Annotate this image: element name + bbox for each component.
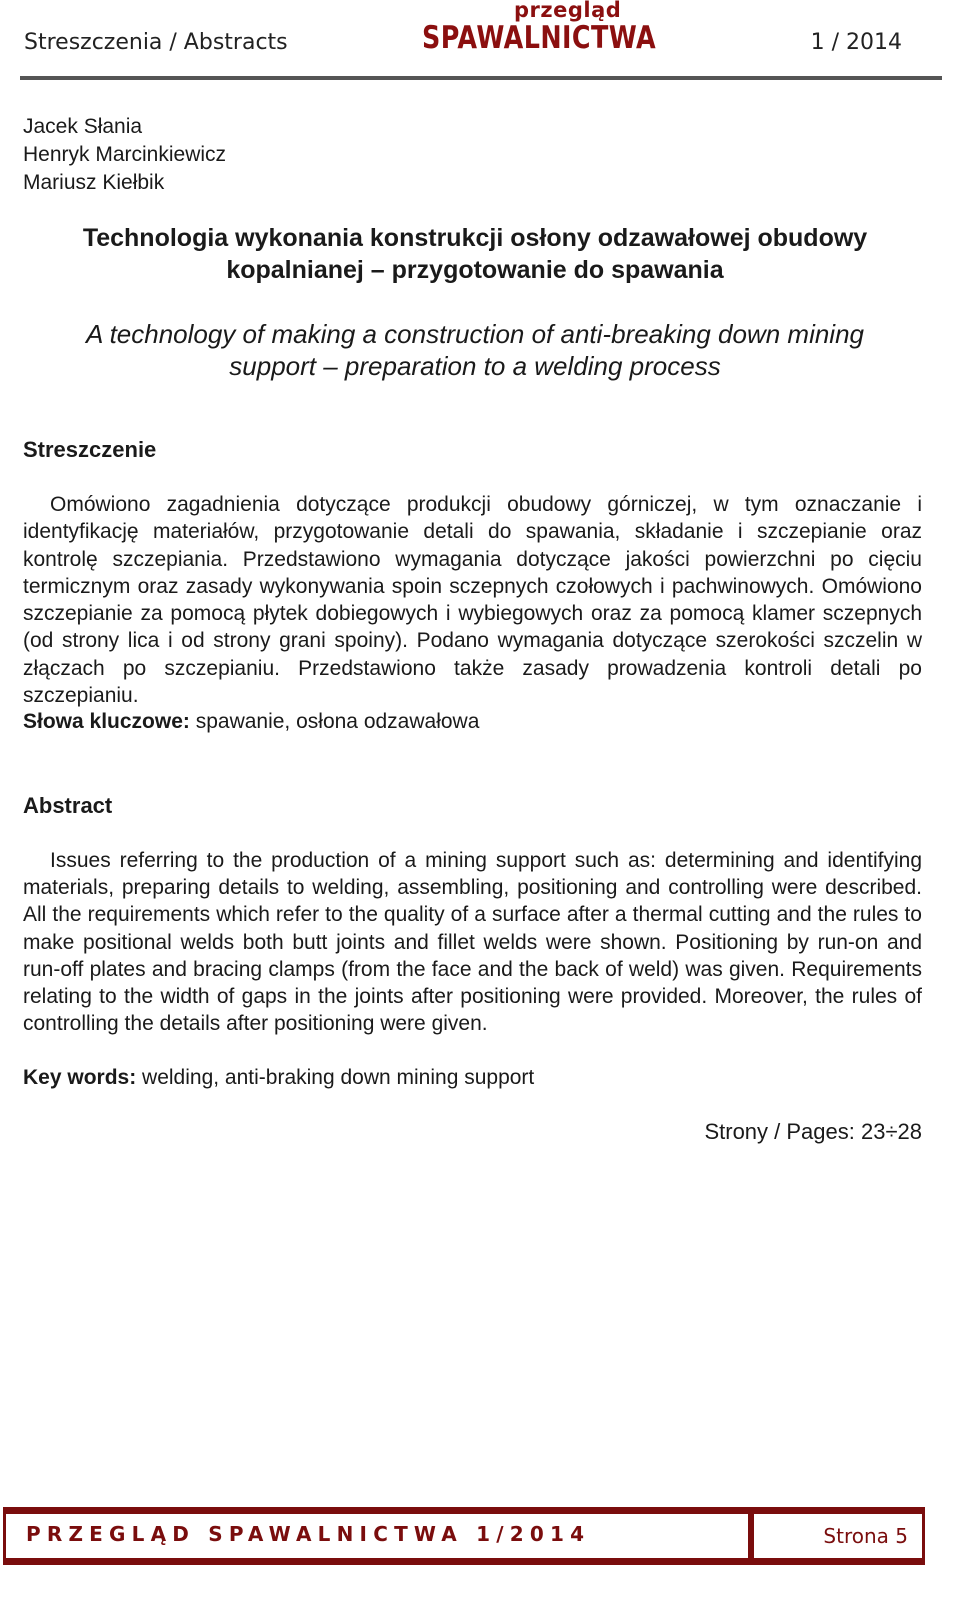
author: Henryk Marcinkiewicz <box>23 143 227 166</box>
title-polish: Technologia wykonania konstrukcji osłony odzawałowej obudowy kopalnianej – przygotowanie do spawania <box>82 224 868 284</box>
author: Mariusz Kiełbik <box>23 171 165 194</box>
header-divider <box>20 76 942 80</box>
page-header <box>22 0 940 80</box>
author-list <box>23 113 226 197</box>
streszczenie-text <box>23 491 922 709</box>
streszczenie-keywords <box>23 710 479 734</box>
abstract-text <box>23 847 922 1037</box>
keywords-label-pl: Słowa kluczowe: <box>23 710 190 733</box>
keywords-label-en: Key words: <box>23 1066 137 1089</box>
footer-inner <box>6 1514 922 1558</box>
footer-journal-box <box>10 1514 754 1558</box>
streszczenie-heading: Streszczenie <box>23 437 157 462</box>
abstract-keywords <box>23 1066 534 1090</box>
abstract-body: Issues referring to the production of a mining support such as: determining and identifying materials, preparing details to welding, assembling, positioning and controlling were described. All the requirements which refer to the quality of a surface after a thermal cutting and the rules to make positional welds both butt joints and fillet welds were shown. Positioning by run-on and run-off plates and bracing clamps (from the face and the back of weld) was given. Requirements relating to the width of gaps in the joints after positioning were provided. Moreover, the rules of controlling the details after positioning were given. <box>23 849 922 1036</box>
keywords-value-pl: spawanie, osłona odzawałowa <box>189 710 480 733</box>
footer-journal-label: PRZEGLĄD SPAWALNICTWA 1/2014 <box>26 1522 591 1546</box>
logo-big-text: SPAWALNICTWA <box>422 20 657 56</box>
page-footer <box>3 1507 925 1565</box>
streszczenie-body: Omówiono zagadnienia dotyczące produkcji obudowy górniczej, w tym oznaczanie i identyfikację materiałów, przygotowanie detali do spawania, składanie i szczepianie oraz kontrolę szczepiania. Przedstawiono wymagania dotyczące jakości powierzchni po cięciu termicznym oraz zasady wykonywania spoin sczepnych czołowych i pachwinowych. Omówiono szczepianie za pomocą płytek dobiegowych i wybiegowych oraz za pomocą klamer sczepnych (od strony lica i od strony grani spoiny). Podano wymagania dotyczące szerokości szczelin w złączach po szczepianiu. Przedstawiono także zasady prowadzenia kontroli detali po szczepianiu. <box>23 493 922 708</box>
logo-small-text: przegląd <box>514 0 622 22</box>
keywords-value-en: welding, anti-braking down mining support <box>136 1066 535 1089</box>
footer-page-number: Strona 5 <box>823 1524 908 1548</box>
header-section-label: Streszczenia / Abstracts <box>24 30 288 55</box>
header-issue: 1 / 2014 <box>810 30 902 55</box>
page-range: Strony / Pages: 23÷28 <box>704 1119 922 1144</box>
journal-logo <box>410 0 655 60</box>
abstract-heading: Abstract <box>23 793 113 818</box>
title-english: A technology of making a construction of anti-breaking down mining support – preparation to a welding process <box>85 319 865 381</box>
author: Jacek Słania <box>23 115 143 138</box>
